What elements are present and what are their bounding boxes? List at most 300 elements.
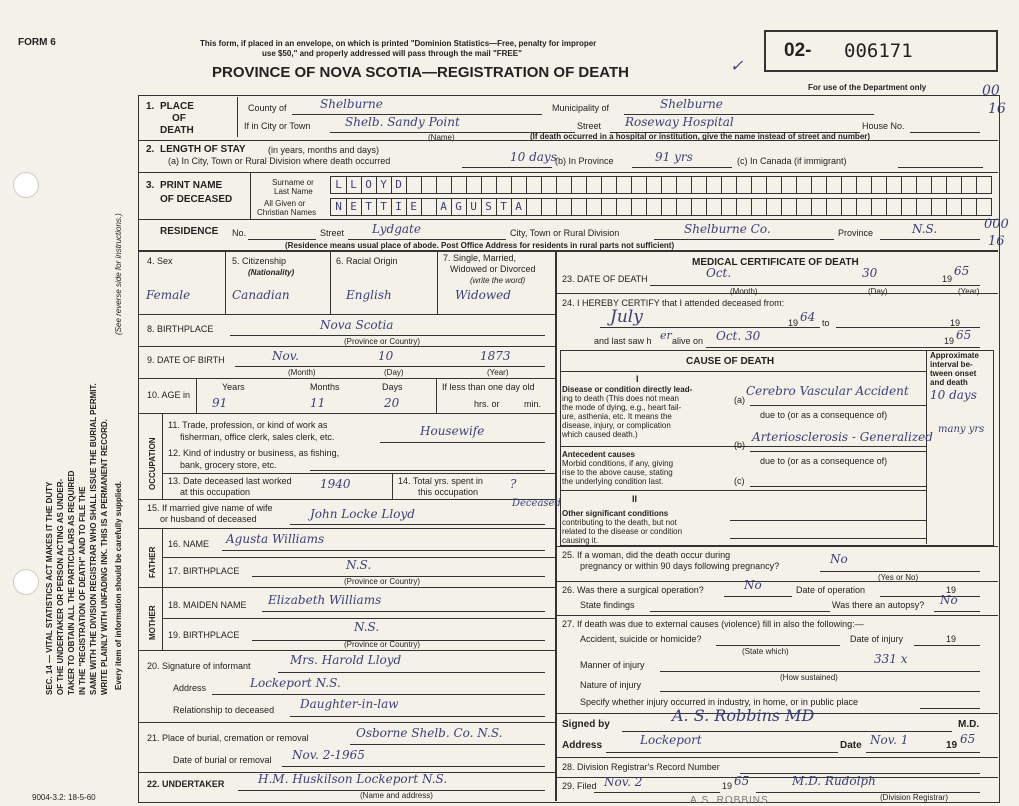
q19-label: 19. BIRTHPLACE [168,630,240,640]
stay-a-value: 10 days [510,150,557,164]
other-conditions-2: contributing to the death, but not [562,518,677,527]
autopsy-label: Was there an autopsy? [832,600,925,610]
attended-from-year-prefix: 19 [788,318,799,328]
given-cell-divider [736,199,737,215]
other-conditions-3: related to the disease or condition [562,527,683,536]
surname-cell-divider [871,177,872,193]
given-cell-divider [586,199,587,215]
envelope-note-1: This form, if placed in an envelope, on which is printed "Dominion Statistics—Free, penalty for improper [200,39,597,48]
date-operation-year: 19 [946,585,957,595]
cause-a-interval: 10 days [930,388,977,402]
envelope-note-2: use $50," and properly addressed will pass through the mail "FREE" [262,49,522,58]
residence-label: RESIDENCE [160,226,219,237]
last-seen-year: 65 [956,328,972,342]
surname-label-2: Last Name [274,187,313,196]
q22-label: 22. UNDERTAKER [147,779,225,789]
marital-label-2: Widowed or Divorced [450,264,536,274]
informant-signature: Mrs. Harold Lloyd [290,653,402,667]
nature-label: Nature of injury [580,680,642,690]
racial-label: 6. Racial Origin [336,256,398,266]
death-day: 30 [862,266,878,280]
marital-value: Widowed [455,288,511,302]
given-letter: S [485,200,492,213]
cause-b-label: (b) [734,440,745,450]
undertaker-value: H.M. Huskilson Lockeport N.S. [258,772,448,786]
q16-label: 16. NAME [168,539,210,549]
side-text-4: IN THE "REGISTRATION OF DEATH" AND TO FILE THE [78,486,87,695]
death-year-prefix: 19 [942,274,953,284]
residence-mark-2: 16 [988,234,1005,249]
due-to-b: due to (or as a consequence of) [760,456,888,466]
given-cell-divider [916,199,917,215]
attended-to-label: to [822,318,830,328]
surname-cell-divider [796,177,797,193]
physician-signature: A. S. Robbins MD [672,706,815,725]
interval-label-2: interval be- [930,360,973,369]
q26-label: 26. Was there a surgical operation? [562,585,704,595]
accident-label: Accident, suicide or homicide? [580,634,702,644]
last-seen-date: Oct. 30 [716,329,761,343]
surname-cell-divider [946,177,947,193]
citizenship-value: Canadian [232,288,290,302]
corner-mark-2: 16 [988,101,1006,117]
surname-cell-divider [961,177,962,193]
months-label: Months [310,382,340,392]
q15-line1: 15. If married give name of wife [147,503,273,513]
surname-cell-divider [751,177,752,193]
signed-by-label: Signed by [562,719,610,730]
given-letter: A [515,200,522,213]
interval-label-4: and death [930,378,968,387]
signoff-address: Lockeport [640,733,702,747]
q11-line1: 11. Trade, profession, or kind of work as [168,420,328,430]
side-text-1: SEC. 14 — VITAL STATISTICS ACT MAKES IT THE DUTY [45,481,54,695]
interval-label-3: tween onset [930,369,977,378]
other-conditions-1: Other significant conditions [562,509,669,518]
q25-line2: pregnancy or within 90 days following pregnancy? [580,561,780,571]
age-days: 20 [384,396,400,410]
surname-cell-divider [766,177,767,193]
reg-prefix: 02- [784,40,812,61]
given-cell-divider [946,199,947,215]
filed-year-prefix: 19 [722,781,733,791]
antecedent-1: Antecedent causes [562,450,635,459]
name-num: 3. [146,180,155,191]
attended-from-month: July [610,307,643,327]
mother-side-label: MOTHER [148,605,157,640]
surname-cell-divider [901,177,902,193]
county-value: Shelburne [320,97,383,111]
county-label: County of [248,103,287,113]
manner-label: Manner of injury [580,660,645,670]
punch-hole-bottom [13,569,39,595]
disease-text-6: which caused death.) [562,430,638,439]
q25-answer: No [830,552,848,566]
attended-to-year-prefix: 19 [950,318,961,328]
surname-cell-divider [706,177,707,193]
birthplace-label: 8. BIRTHPLACE [147,324,214,334]
residence-street-label: Street [320,228,345,238]
punch-hole-top [13,172,39,198]
stay-label: LENGTH OF STAY [160,144,246,155]
dept-use-label: For use of the Department only [808,83,927,92]
q11-line2: fisherman, office clerk, sales clerk, etc. [180,432,335,442]
side-text-3: TAKER TO OBTAIN ALL THE PARTICULARS AS REQUIRED [67,470,76,695]
form-title: PROVINCE OF NOVA SCOTIA—REGISTRATION OF DEATH [212,64,629,81]
surname-cell-divider [646,177,647,193]
state-findings-label: State findings [580,600,635,610]
given-cell-divider [616,199,617,215]
side-text-6: WRITE PLAINLY WITH UNFADING INK. THIS IS A PERMANENT RECORD. [100,419,109,695]
corner-mark-1: 00 [982,83,1000,99]
q27-label: 27. If death was due to external causes (violence) fill in also the following:— [562,619,864,629]
last-saw-mid: er [660,329,672,342]
antecedent-3: rise to the above cause, stating [562,468,673,477]
q26-answer: No [744,578,762,592]
signoff-address-label: Address [562,740,603,751]
surname-cell-divider [931,177,932,193]
street-label: Street [577,121,602,131]
stay-label-sub: (in years, months and days) [268,145,380,155]
other-conditions-4: causing it. [562,536,599,545]
manner-code: 331 x [874,652,908,666]
last-saw-label: and last saw h [594,336,652,346]
given-cell-divider [751,199,752,215]
q28-label: 28. Division Registrar's Record Number [562,762,720,772]
burial-place: Osborne Shelb. Co. N.S. [356,726,503,740]
registrar-caption: (Division Registrar) [880,793,949,802]
given-cell-divider [826,199,827,215]
given-letter: T [500,200,507,213]
given-cell-divider [601,199,602,215]
side-text-5: SAME WITH THE DIVISION REGISTRAR WHO SHALL ISSUE THE BURIAL PERMIT. [89,383,98,695]
surname-cell-divider [676,177,677,193]
given-cell-divider [811,199,812,215]
name-label-2: OF DECEASED [160,194,233,205]
given-cell-divider [541,199,542,215]
age-years: 91 [212,396,228,410]
hospital-note: (If death occurred in a hospital or institution, give the name instead of street and number) [530,132,871,141]
surname-cell-divider [721,177,722,193]
q15-line2: or husband of deceased [160,514,257,524]
given-letter: I [395,200,402,213]
age-months: 11 [310,396,326,410]
given-cell-divider [421,199,422,215]
house-label: House No. [862,121,905,131]
given-letter: U [470,200,477,213]
given-cell-divider [841,199,842,215]
surname-cell-divider [586,177,587,193]
citizenship-sub: (Nationality) [248,268,295,277]
place-label-3: DEATH [160,125,194,136]
dob-day: 10 [378,349,394,363]
cause-a-label: (a) [734,395,745,405]
q29-label: 29. Filed [562,781,597,791]
surname-cell-divider [481,177,482,193]
surname-cell-divider [916,177,917,193]
surname-cell-divider [466,177,467,193]
given-letter: N [335,200,342,213]
surname-cell-divider [496,177,497,193]
given-cell-divider [721,199,722,215]
given-letter: G [455,200,462,213]
hrs-label: hrs. or [474,399,500,409]
place-label-1: PLACE [160,101,194,112]
death-month: Oct. [706,266,732,280]
sex-label: 4. Sex [147,256,173,266]
marital-label-1: 7. Single, Married, [443,253,517,263]
side-text-8: (See reverse side for instructions.) [114,213,123,335]
alive-on-label: alive on [672,336,704,346]
marital-label-3: (write the word) [470,276,526,285]
q14-line2: this occupation [418,487,479,497]
surname-cell-divider [811,177,812,193]
q13-line2: at this occupation [180,487,251,497]
residence-no-label: No. [232,228,247,238]
disease-text-5: disease, injury, or complication [562,421,671,430]
dob-day-caption: (Day) [384,368,404,377]
surname-cell-divider [571,177,572,193]
surname-cell-divider [886,177,887,193]
registration-number-box [764,30,998,72]
surname-cell-divider [601,177,602,193]
min-label: min. [524,399,542,409]
death-year: 65 [954,264,970,278]
residence-city: Shelburne Co. [684,222,771,236]
surname-cell-divider [631,177,632,193]
given-cell-divider [871,199,872,215]
less-than-day-label: If less than one day old [442,382,535,392]
disease-text-1: Disease or condition directly lead- [562,385,693,394]
cause-a-value: Cerebro Vascular Accident [746,384,909,398]
name-label-1: PRINT NAME [160,180,223,191]
surname-cell-divider [451,177,452,193]
surname-cell-divider [691,177,692,193]
cause-b-interval: many yrs [938,424,985,435]
date-operation-label: Date of operation [796,585,866,595]
given-cell-divider [901,199,902,215]
father-country-caption: (Province or Country) [344,577,421,586]
given-cell-divider [556,199,557,215]
residence-province-label: Province [838,228,874,238]
state-which-caption: (State which) [742,647,789,656]
residence-mark-1: 000 [984,217,1009,232]
stay-b-label: (b) In Province [555,156,614,166]
father-side-label: FATHER [148,546,157,578]
registrar-signature: M.D. Rudolph [792,774,876,788]
filed-year: 65 [734,774,750,788]
check-mark: ✓ [730,56,744,75]
given-letter: E [350,200,357,213]
surname-cell-divider [556,177,557,193]
father-name: Agusta Williams [226,532,325,546]
signoff-year-prefix: 19 [946,740,958,751]
surname-cell-divider [616,177,617,193]
reg-number: 006171 [844,40,913,62]
surname-cell-divider [736,177,737,193]
given-cell-divider [796,199,797,215]
given-cell-divider [676,199,677,215]
mother-birthplace: N.S. [354,620,380,634]
surname-cell-divider [826,177,827,193]
given-cell-divider [571,199,572,215]
days-label: Days [382,382,403,392]
specify-label: Specify whether injury occurred in industry, in home, or in public place [580,697,858,707]
dob-month: Nov. [272,349,299,363]
death-year-caption: (Year) [958,287,980,296]
surname-cell-divider [841,177,842,193]
street-value: Roseway Hospital [625,115,734,129]
residence-note: (Residence means usual place of abode. Post Office Address for residents in rural parts not sufficient) [285,241,675,250]
relationship-label: Relationship to deceased [173,705,275,715]
given-cell-divider [646,199,647,215]
mother-maiden: Elizabeth Williams [268,593,382,607]
q14-line1: 14. Total yrs. spent in [398,476,483,486]
father-birthplace: N.S. [346,558,372,572]
relationship-value: Daughter-in-law [300,697,399,711]
given-cell-divider [961,199,962,215]
dob-month-caption: (Month) [288,368,316,377]
interval-label-1: Approximate [930,351,979,360]
surname-cell-divider [436,177,437,193]
trade-value: Housewife [420,424,485,438]
last-worked-value: 1940 [320,477,351,491]
given-cell-divider [526,199,527,215]
name-caption: (Name) [428,133,455,142]
q12-line1: 12. Kind of industry or business, as fishing, [168,448,340,458]
place-label-2: OF [172,113,186,124]
disease-text-3: the mode of dying, e.g., heart fail- [562,403,682,412]
last-seen-year-prefix: 19 [944,336,955,346]
stamp-name: A.S. ROBBINS [690,795,769,806]
birthplace-caption: (Province or Country) [344,337,421,346]
given-cell-divider [661,199,662,215]
how-sustained-caption: (How sustained) [780,673,838,682]
surname-letter-grid [330,176,992,194]
sex-value: Female [146,288,191,302]
q13-line1: 13. Date deceased last worked [168,476,292,486]
roman-two: II [632,494,638,504]
given-letter-grid [330,198,992,216]
burial-date: Nov. 2-1965 [292,748,365,762]
given-label-2: Christian Names [257,208,317,217]
surname-cell-divider [526,177,527,193]
surname-cell-divider [781,177,782,193]
antecedent-4: the underlying condition last. [562,477,664,486]
antecedent-2: Morbid conditions, if any, giving [562,459,674,468]
q17-label: 17. BIRTHPLACE [168,566,240,576]
surname-letter: O [365,178,372,191]
footer-code: 9004-3.2: 18-5-60 [32,793,96,802]
given-cell-divider [976,199,977,215]
attended-from-year: 64 [800,310,816,324]
informant-address-label: Address [173,683,207,693]
surname-cell-divider [421,177,422,193]
undertaker-caption: (Name and address) [360,791,433,800]
given-cell-divider [781,199,782,215]
yes-no-caption: (Yes or No) [878,573,919,582]
cause-c-label: (c) [734,476,745,486]
racial-value: English [346,288,392,302]
surname-cell-divider [661,177,662,193]
stay-a-label: (a) In City, Town or Rural Division where death occurred [168,156,391,166]
surname-label-1: Surname or [272,178,314,187]
death-day-caption: (Day) [868,287,888,296]
cause-b-value: Arteriosclerosis - Generalized [752,430,933,444]
given-letter: E [410,200,417,213]
medical-title: MEDICAL CERTIFICATE OF DEATH [692,257,859,268]
birthplace-value: Nova Scotia [320,318,394,332]
signoff-date: Nov. 1 [870,733,909,747]
signoff-date-label: Date [840,740,862,751]
md-label: M.D. [958,719,980,730]
given-letter: A [440,200,447,213]
death-month-caption: (Month) [730,287,758,296]
surname-letter: L [350,178,357,191]
q18-label: 18. MAIDEN NAME [168,600,247,610]
surname-cell-divider [406,177,407,193]
residence-city-label: City, Town or Rural Division [510,228,620,238]
informant-address: Lockeport N.S. [250,676,341,690]
residence-province: N.S. [912,222,938,236]
dob-year: 1873 [480,349,511,363]
surname-cell-divider [856,177,857,193]
city-label: If in City or Town [244,121,311,131]
given-letter: T [380,200,387,213]
given-label-1: All Given or [264,199,306,208]
surname-letter: Y [380,178,387,191]
years-label: Years [222,382,245,392]
filed-date: Nov. 2 [604,775,643,789]
disease-text-4: ure, asthenia, etc. It means the [562,412,672,421]
autopsy-answer: No [940,593,958,607]
surname-letter: D [395,178,402,191]
city-value: Shelb. Sandy Point [345,115,460,129]
dob-label: 9. DATE OF BIRTH [147,355,225,365]
q12-line2: bank, grocery store, etc. [180,460,277,470]
place-num: 1. [146,101,155,112]
stay-b-value: 91 yrs [655,150,693,164]
given-letter: T [365,200,372,213]
mother-country-caption: (Province or Country) [344,640,421,649]
due-to-a: due to (or as a consequence of) [760,410,888,420]
spouse-value: John Locke Lloyd [310,507,415,521]
surname-cell-divider [976,177,977,193]
given-cell-divider [631,199,632,215]
given-cell-divider [931,199,932,215]
disease-text-2: ing to death (This does not mean [562,394,679,403]
given-cell-divider [706,199,707,215]
side-text-7: Every item of information should be carefully supplied. [114,481,123,690]
date-injury-year: 19 [946,634,957,644]
q21-label: 21. Place of burial, cremation or removal [147,733,309,743]
age-label: 10. AGE in [147,390,191,400]
date-injury-label: Date of injury [850,634,904,644]
roman-one: I [636,374,639,384]
occupation-side-label: OCCUPATION [148,437,157,490]
q24-label: 24. I HEREBY CERTIFY that I attended deceased from: [562,298,785,308]
spouse-note: Deceased [512,498,561,509]
signoff-year: 65 [960,732,976,746]
residence-street: Lydgate [372,222,421,236]
municipality-label: Municipality of [552,103,610,113]
total-years-value: ? [510,477,517,491]
citizenship-label: 5. Citizenship [232,256,287,266]
cause-title: CAUSE OF DEATH [686,356,775,367]
q20-label: 20. Signature of informant [147,661,251,671]
municipality-value: Shelburne [660,97,723,111]
form-number: FORM 6 [18,37,56,48]
